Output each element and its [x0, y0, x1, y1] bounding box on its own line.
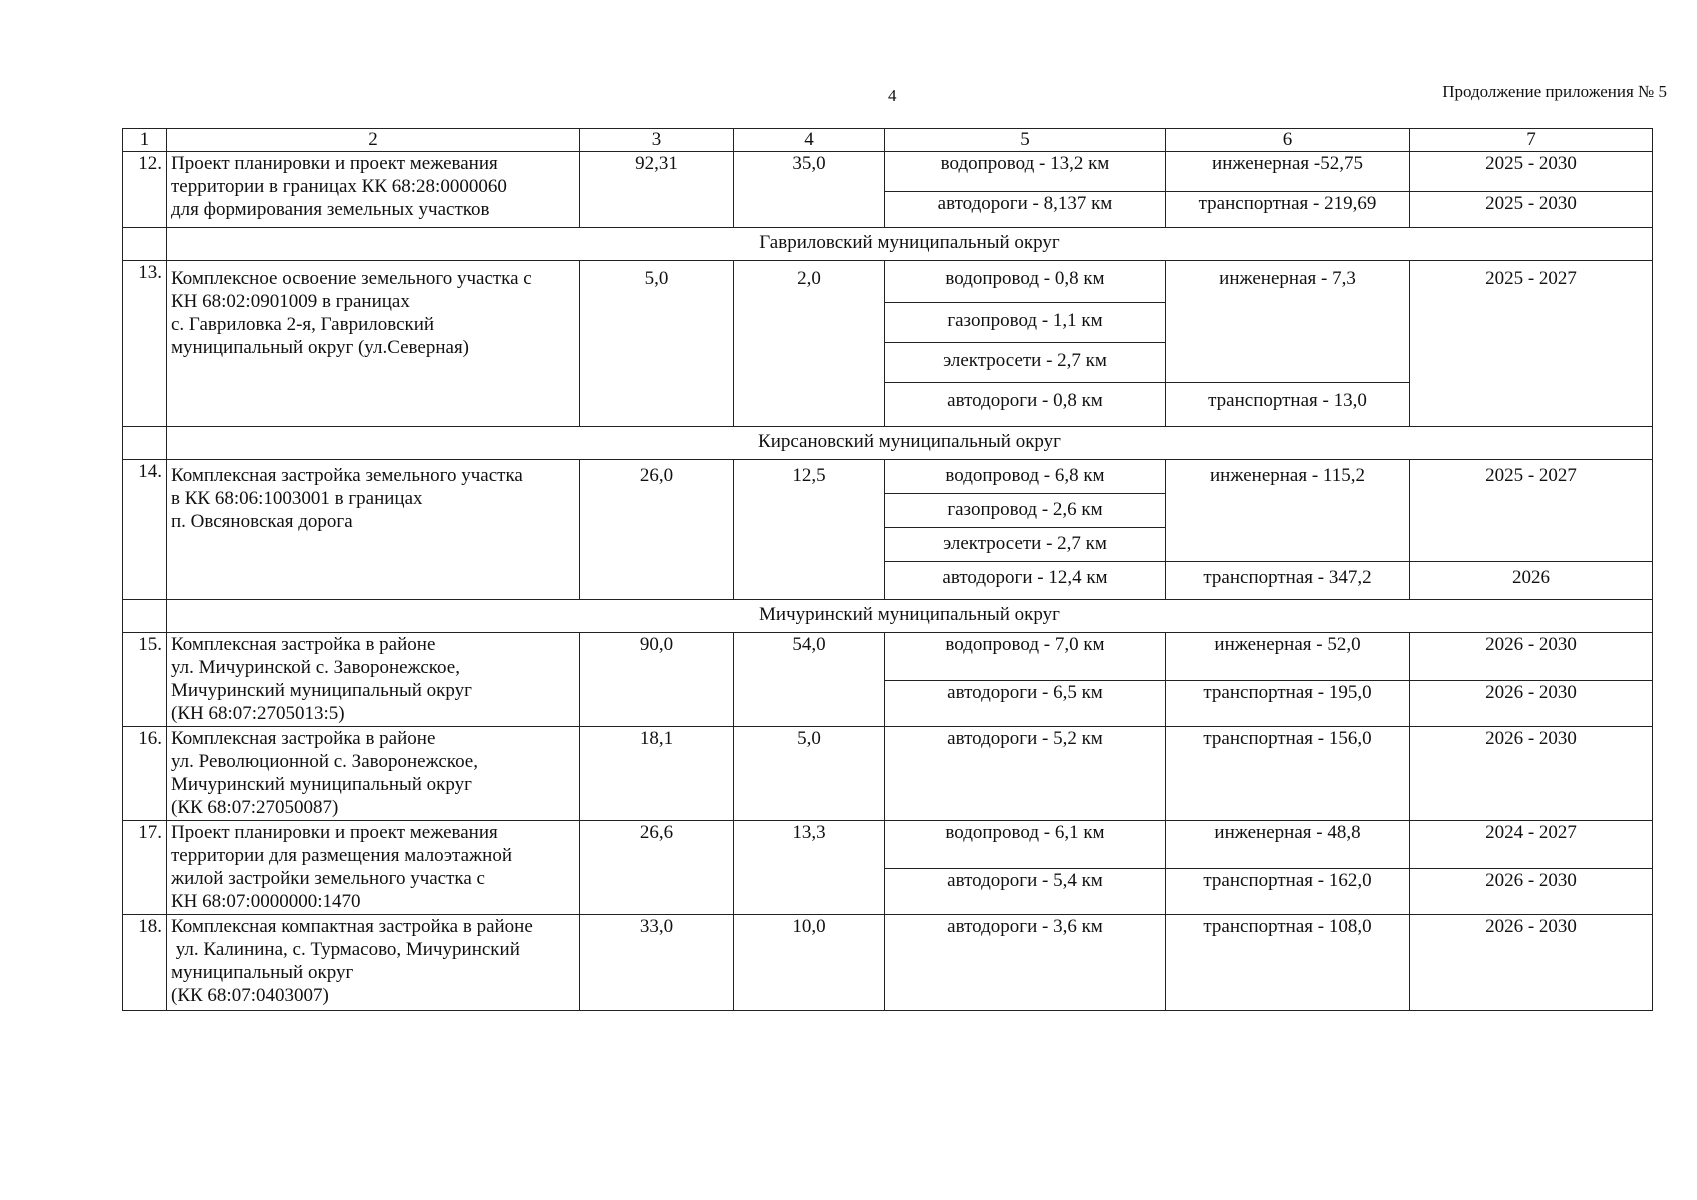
period-item: 2026 - 2030 — [1410, 869, 1653, 915]
infra-item: электросети - 2,7 км — [885, 528, 1166, 562]
row-number: 13. — [123, 261, 167, 427]
project-name — [167, 915, 580, 1011]
housing-value: 10,0 — [734, 915, 885, 1011]
area-value: 90,0 — [580, 633, 734, 727]
table-row — [123, 152, 1653, 192]
project-name-line: ул. Революционной с. Заворонежское, — [171, 751, 478, 772]
project-name-line: Мичуринский муниципальный округ — [171, 680, 472, 701]
housing-value: 35,0 — [734, 152, 885, 228]
project-name — [167, 261, 580, 427]
row-number: 15. — [123, 633, 167, 727]
area-value: 5,0 — [580, 261, 734, 427]
housing-value: 54,0 — [734, 633, 885, 727]
infra-item: автодороги - 6,5 км — [885, 681, 1166, 727]
cost-item: транспортная - 156,0 — [1166, 727, 1410, 821]
housing-value: 12,5 — [734, 460, 885, 600]
area-value: 18,1 — [580, 727, 734, 821]
infra-item: автодороги - 5,2 км — [885, 727, 1166, 821]
cost-item: инженерная - 115,2 — [1166, 460, 1410, 562]
area-value: 33,0 — [580, 915, 734, 1011]
cost-item: транспортная - 162,0 — [1166, 869, 1410, 915]
column-header: 7 — [1410, 129, 1653, 152]
period-item: 2025 - 2030 — [1410, 152, 1653, 192]
section-row — [123, 600, 1653, 633]
cost-item: транспортная - 347,2 — [1166, 562, 1410, 600]
cost-item: транспортная - 219,69 — [1166, 192, 1410, 228]
infra-item: автодороги - 12,4 км — [885, 562, 1166, 600]
project-name-line: для формирования земельных участков — [171, 199, 490, 220]
table-row — [123, 727, 1653, 821]
project-name-line: Мичуринский муниципальный округ — [171, 774, 472, 795]
column-header: 3 — [580, 129, 734, 152]
project-name-line: КН 68:02:0901009 в границах — [171, 291, 410, 312]
area-value: 92,31 — [580, 152, 734, 228]
infrastructure-table — [122, 128, 1653, 1011]
project-name-line: ул. Калинина, с. Турмасово, Мичуринский — [171, 939, 520, 960]
section-title: Гавриловский муниципальный округ — [167, 228, 1653, 261]
cost-item: инженерная - 52,0 — [1166, 633, 1410, 681]
period-item: 2026 - 2030 — [1410, 681, 1653, 727]
housing-value: 5,0 — [734, 727, 885, 821]
infra-item: водопровод - 13,2 км — [885, 152, 1166, 192]
project-name — [167, 152, 580, 228]
table-row — [123, 261, 1653, 303]
column-header: 2 — [167, 129, 580, 152]
infra-item: газопровод - 2,6 км — [885, 494, 1166, 528]
housing-value: 13,3 — [734, 821, 885, 915]
cost-item: инженерная - 7,3 — [1166, 261, 1410, 383]
cost-item: инженерная -52,75 — [1166, 152, 1410, 192]
project-name-line: Комплексная застройка в районе — [171, 634, 436, 655]
project-name-line: муниципальный округ — [171, 962, 354, 983]
infra-item: автодороги - 0,8 км — [885, 383, 1166, 427]
area-value: 26,0 — [580, 460, 734, 600]
infra-item: электросети - 2,7 км — [885, 343, 1166, 383]
project-name-line: (КН 68:07:2705013:5) — [171, 703, 345, 724]
infra-item: водопровод - 6,8 км — [885, 460, 1166, 494]
infra-item: водопровод - 7,0 км — [885, 633, 1166, 681]
period-item: 2026 - 2030 — [1410, 915, 1653, 1011]
project-name-line: Комплексная застройка земельного участка — [171, 465, 523, 486]
period-item: 2025 - 2030 — [1410, 192, 1653, 228]
table-row — [123, 915, 1653, 1011]
table-row — [123, 821, 1653, 869]
row-number: 12. — [123, 152, 167, 228]
housing-value: 2,0 — [734, 261, 885, 427]
column-number-row — [123, 129, 1653, 152]
infra-item: водопровод - 0,8 км — [885, 261, 1166, 303]
column-header: 4 — [734, 129, 885, 152]
project-name-line: Проект планировки и проект межевания — [171, 822, 498, 843]
cost-item: транспортная - 108,0 — [1166, 915, 1410, 1011]
table-row — [123, 633, 1653, 681]
infra-item: автодороги - 8,137 км — [885, 192, 1166, 228]
project-name-line: с. Гавриловка 2-я, Гавриловский — [171, 314, 435, 335]
project-name — [167, 821, 580, 915]
project-name — [167, 727, 580, 821]
table-row — [123, 460, 1653, 494]
project-name-line: ул. Мичуринской с. Заворонежское, — [171, 657, 460, 678]
period-item: 2025 - 2027 — [1410, 460, 1653, 562]
period-item: 2025 - 2027 — [1410, 261, 1653, 427]
project-name-line: (КК 68:07:27050087) — [171, 797, 339, 818]
section-row — [123, 427, 1653, 460]
project-name-line: в КК 68:06:1003001 в границах — [171, 488, 423, 509]
appendix-label: Продолжение приложения № 5 — [1442, 82, 1667, 101]
project-name-line: Проект планировки и проект межевания — [171, 153, 498, 174]
page-number: 4 — [888, 86, 897, 105]
project-name-line: Комплексное освоение земельного участка с — [171, 268, 532, 289]
project-name-line: КН 68:07:0000000:1470 — [171, 891, 361, 912]
row-number: 17. — [123, 821, 167, 915]
section-row — [123, 228, 1653, 261]
area-value: 26,6 — [580, 821, 734, 915]
project-name-line: муниципальный округ (ул.Северная) — [171, 337, 470, 358]
project-name-line: (КК 68:07:0403007) — [171, 985, 329, 1006]
project-name-line: Комплексная компактная застройка в районе — [171, 916, 533, 937]
project-name-line: жилой застройки земельного участка с — [171, 868, 485, 889]
row-number: 16. — [123, 727, 167, 821]
project-name-line: территории для размещения малоэтажной — [171, 845, 512, 866]
cost-item: транспортная - 13,0 — [1166, 383, 1410, 427]
section-title: Мичуринский муниципальный округ — [167, 600, 1653, 633]
project-name — [167, 633, 580, 727]
column-header: 1 — [123, 129, 167, 152]
project-name-line: Комплексная застройка в районе — [171, 728, 436, 749]
infra-item: водопровод - 6,1 км — [885, 821, 1166, 869]
project-name — [167, 460, 580, 600]
project-name-line: территории в границах КК 68:28:0000060 — [171, 176, 507, 197]
cost-item: транспортная - 195,0 — [1166, 681, 1410, 727]
cost-item: инженерная - 48,8 — [1166, 821, 1410, 869]
row-number: 18. — [123, 915, 167, 1011]
project-name-line: п. Овсяновская дорога — [171, 511, 353, 532]
period-item: 2024 - 2027 — [1410, 821, 1653, 869]
section-title: Кирсановский муниципальный округ — [167, 427, 1653, 460]
infra-item: автодороги - 3,6 км — [885, 915, 1166, 1011]
period-item: 2026 - 2030 — [1410, 727, 1653, 821]
row-number: 14. — [123, 460, 167, 600]
column-header: 6 — [1166, 129, 1410, 152]
period-item: 2026 - 2030 — [1410, 633, 1653, 681]
infra-item: газопровод - 1,1 км — [885, 303, 1166, 343]
infra-item: автодороги - 5,4 км — [885, 869, 1166, 915]
period-item: 2026 — [1410, 562, 1653, 600]
column-header: 5 — [885, 129, 1166, 152]
